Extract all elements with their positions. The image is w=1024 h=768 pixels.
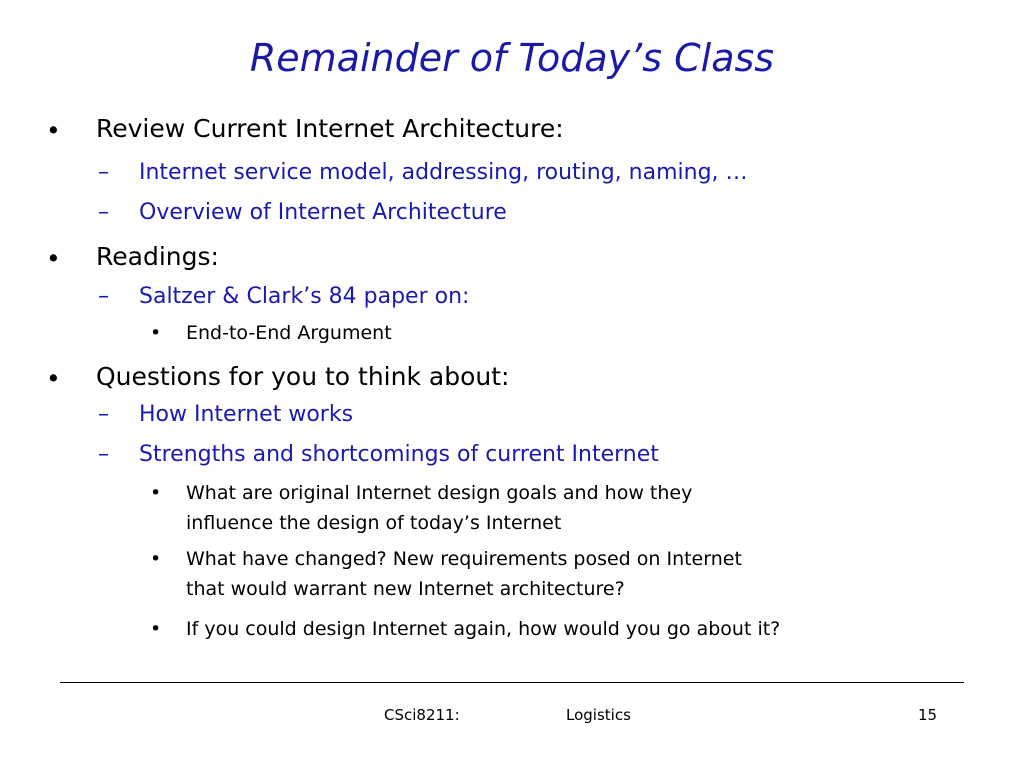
item-design-goals-line-2: influence the design of today’s Internet	[186, 512, 562, 534]
dash-marker: –	[98, 402, 109, 427]
sub-how-internet-works: How Internet works	[139, 402, 354, 427]
slide-title: Remainder of Today’s Class	[249, 36, 775, 80]
dash-marker: –	[98, 284, 109, 309]
sub-saltzer-clark-paper: Saltzer & Clark’s 84 paper on:	[139, 284, 470, 309]
bullet-readings: Readings:	[96, 242, 219, 271]
footer-divider	[60, 682, 964, 683]
sub-bullet-marker: •	[150, 322, 162, 344]
bullet-review-architecture: Review Current Internet Architecture:	[96, 114, 564, 143]
item-design-goals-line-1: What are original Internet design goals and how they	[186, 482, 693, 504]
footer-course: CSci8211:	[384, 706, 460, 724]
footer-page-number: 15	[918, 706, 938, 724]
bullet-questions: Questions for you to think about:	[96, 362, 510, 391]
sub-bullet-marker: •	[150, 618, 162, 640]
bullet-marker: •	[46, 364, 61, 393]
bullet-marker: •	[46, 116, 61, 145]
bullet-marker: •	[46, 244, 61, 273]
sub-strengths-shortcomings: Strengths and shortcomings of current Internet	[139, 442, 659, 467]
item-end-to-end-argument: End-to-End Argument	[186, 322, 392, 344]
sub-bullet-marker: •	[150, 482, 162, 504]
dash-marker: –	[98, 200, 109, 225]
footer-topic: Logistics	[566, 706, 631, 724]
item-what-changed-line-2: that would warrant new Internet architecture?	[186, 578, 625, 600]
item-design-again: If you could design Internet again, how would you go about it?	[186, 618, 781, 640]
sub-architecture-overview: Overview of Internet Architecture	[139, 200, 507, 225]
dash-marker: –	[98, 442, 109, 467]
dash-marker: –	[98, 160, 109, 185]
sub-service-model: Internet service model, addressing, routing, naming, …	[139, 160, 748, 185]
item-what-changed-line-1: What have changed? New requirements posed on Internet	[186, 548, 742, 570]
sub-bullet-marker: •	[150, 548, 162, 570]
